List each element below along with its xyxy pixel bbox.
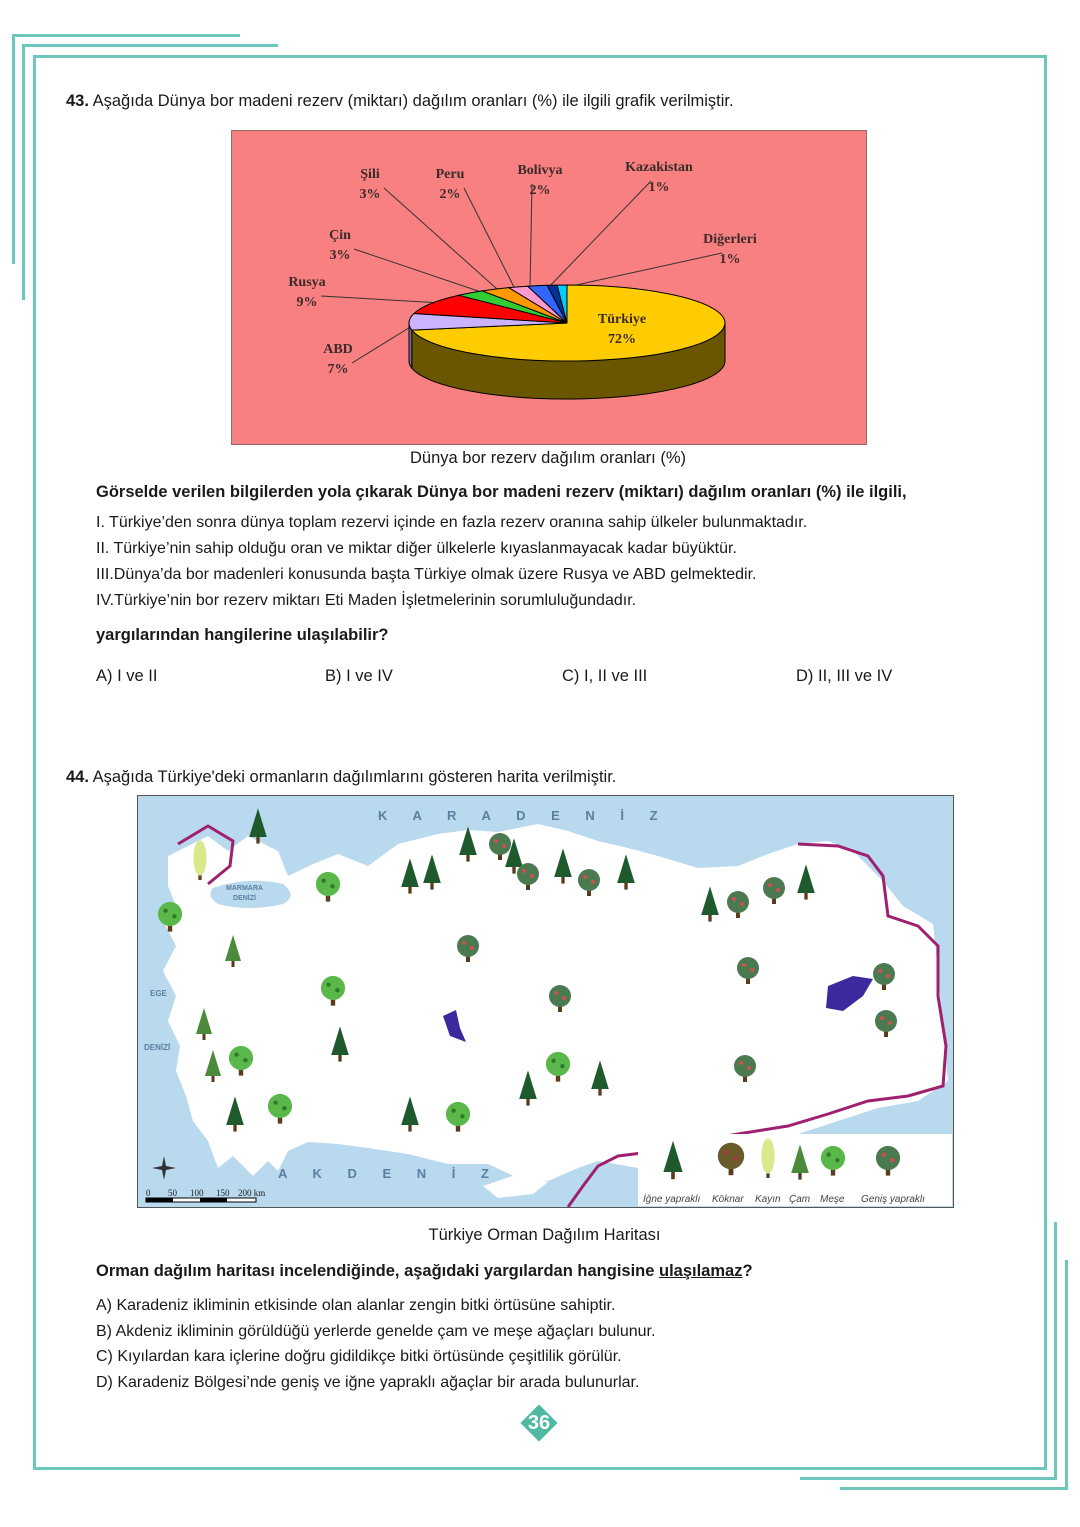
q44-stem-before: Orman dağılım haritası incelendiğinde, aşağıdaki yargılardan hangisine bbox=[96, 1262, 659, 1280]
frame-right-line-3 bbox=[1065, 1260, 1068, 1490]
sea-label-south: A K D E N İ Z bbox=[278, 1166, 500, 1181]
scale-0: 0 bbox=[146, 1188, 151, 1198]
frame-bottom-line-3 bbox=[840, 1487, 1068, 1490]
pie-label-bolivya: Bolivya bbox=[517, 163, 563, 178]
frame-top-line-3 bbox=[33, 55, 1047, 58]
turkey-forest-map bbox=[137, 795, 954, 1208]
q43-number: 43. bbox=[66, 92, 89, 110]
boron-pie-chart bbox=[231, 130, 867, 445]
q43-item-2: II. Türkiye’nin sahip olduğu oran ve miktar diğer ülkelerle kıyaslanmayacak kadar büyüktür. bbox=[96, 540, 737, 557]
marmara-label-1: MARMARA bbox=[226, 885, 263, 892]
pie-leader-abd bbox=[352, 326, 412, 363]
frame-right-line-1 bbox=[1044, 55, 1047, 1470]
pie-leader-diğerleri bbox=[558, 253, 722, 289]
pie-leader-bolivya bbox=[530, 184, 532, 289]
pie-leader-rusya bbox=[321, 296, 442, 303]
pie-value-şili: 3% bbox=[359, 187, 381, 202]
q43-question: yargılarından hangilerine ulaşılabilir? bbox=[96, 626, 389, 644]
legend-igne: İğne yapraklı bbox=[643, 1194, 701, 1205]
pie-value-kazakistan: 1% bbox=[648, 180, 670, 195]
pie-chart-svg bbox=[232, 131, 866, 444]
legend-kayin: Kayın bbox=[755, 1194, 781, 1205]
q44-stem-after: ? bbox=[742, 1262, 753, 1280]
pie-value-diğerleri: 1% bbox=[719, 252, 741, 267]
pie-label-peru: Peru bbox=[435, 167, 465, 182]
scale-200: 200 km bbox=[238, 1188, 266, 1198]
pie-label-abd: ABD bbox=[323, 342, 353, 357]
q44-caption: Türkiye Orman Dağılım Haritası bbox=[428, 1226, 661, 1244]
page-number-badge bbox=[518, 1402, 560, 1444]
q43-caption: Dünya bor rezerv dağılım oranları (%) bbox=[409, 449, 687, 467]
q44-stem-underlined: ulaşılamaz bbox=[659, 1262, 743, 1280]
frame-left-line-3 bbox=[33, 55, 36, 1470]
scale-bar bbox=[146, 1188, 265, 1202]
q43-item-1: I. Türkiye’den sonra dünya toplam rezervi içinde en fazla rezerv oranına sahip ülkeler bulunmaktadır. bbox=[96, 514, 808, 531]
frame-left-line-1 bbox=[12, 34, 15, 264]
q43-choice-a[interactable]: A) I ve II bbox=[96, 667, 158, 685]
q44-number: 44. bbox=[66, 768, 89, 786]
q43-choice-b[interactable]: B) I ve IV bbox=[325, 667, 393, 685]
pie-value-bolivya: 2% bbox=[529, 183, 551, 198]
scale-50: 50 bbox=[168, 1188, 177, 1198]
q43-choice-d[interactable]: D) II, III ve IV bbox=[796, 667, 893, 685]
q43-item-3: III.Dünya’da bor madenleri konusunda başta Türkiye olmak üzere Rusya ve ABD gelmektedir. bbox=[96, 566, 757, 583]
frame-top-line-1 bbox=[12, 34, 240, 37]
page-number: 36 bbox=[527, 1412, 551, 1434]
pie-label-kazakistan: Kazakistan bbox=[625, 160, 693, 175]
pie-value-çin: 3% bbox=[329, 248, 351, 263]
q43-intro-text: Aşağıda Dünya bor madeni rezerv (miktarı) dağılım oranları (%) ile ilgili grafik verilmiştir. bbox=[92, 92, 734, 110]
pie-leader-çin bbox=[354, 249, 487, 294]
frame-left-line-2 bbox=[22, 44, 25, 300]
aegean-label-1: EGE bbox=[150, 989, 167, 998]
pie-value-rusya: 9% bbox=[296, 295, 318, 310]
pie-value-abd: 7% bbox=[327, 362, 349, 377]
frame-bottom-line-2 bbox=[800, 1477, 1057, 1480]
pie-label-türkiye: Türkiye bbox=[597, 312, 647, 327]
frame-bottom-line-1 bbox=[33, 1467, 1047, 1470]
aegean-label-2: DENİZİ bbox=[144, 1043, 171, 1052]
pie-leader-peru bbox=[464, 188, 515, 289]
sea-label-north: K A R A D E N İ Z bbox=[378, 808, 669, 823]
legend-genis: Geniş yapraklı bbox=[861, 1194, 925, 1205]
pie-label-çin: Çin bbox=[329, 228, 351, 243]
q44-intro-text: Aşağıda Türkiye'deki ormanların dağılımlarını gösteren harita verilmiştir. bbox=[92, 768, 617, 786]
q44-choice-b[interactable]: B) Akdeniz ikliminin görüldüğü yerlerde genelde çam ve meşe ağaçları bulunur. bbox=[96, 1323, 656, 1340]
pie-label-rusya: Rusya bbox=[288, 275, 326, 290]
q43-choice-c[interactable]: C) I, II ve III bbox=[562, 667, 648, 685]
scale-150: 150 bbox=[216, 1188, 230, 1198]
q44-choice-a[interactable]: A) Karadeniz ikliminin etkisinde olan alanlar zengin bitki örtüsüne sahiptir. bbox=[96, 1297, 616, 1314]
compass-icon bbox=[152, 1156, 176, 1180]
pie-value-peru: 2% bbox=[439, 187, 461, 202]
frame-top-line-2 bbox=[22, 44, 278, 47]
marmara-label-2: DENİZİ bbox=[233, 895, 256, 902]
pie-label-şili: Şili bbox=[360, 167, 380, 182]
q44-intro bbox=[66, 768, 616, 787]
pie-leader-şili bbox=[384, 188, 497, 289]
q43-stem: Görselde verilen bilgilerden yola çıkarak Dünya bor madeni rezerv (miktarı) dağılım oranları (%) ile ilgili, bbox=[96, 483, 907, 501]
legend-koknar: Köknar bbox=[712, 1194, 744, 1205]
scale-100: 100 bbox=[190, 1188, 204, 1198]
legend-cam: Çam bbox=[789, 1194, 811, 1205]
legend-mese: Meşe bbox=[820, 1194, 845, 1205]
q43-intro bbox=[66, 92, 734, 111]
q44-stem bbox=[96, 1262, 753, 1281]
q44-choice-d[interactable]: D) Karadeniz Bölgesi’nde geniş ve iğne yapraklı ağaçlar bir arada bulunurlar. bbox=[96, 1374, 640, 1391]
q43-item-4: IV.Türkiye’nin bor rezerv miktarı Eti Maden İşletmelerinin sorumluluğundadır. bbox=[96, 592, 637, 609]
frame-right-line-2 bbox=[1054, 1222, 1057, 1480]
pie-leader-kazakistan bbox=[547, 181, 651, 289]
pie-label-diğerleri: Diğerleri bbox=[703, 232, 757, 247]
q44-choice-c[interactable]: C) Kıyılardan kara içlerine doğru gidildikçe bitki örtüsünde çeşitlilik görülür. bbox=[96, 1348, 622, 1365]
forest-map-svg bbox=[138, 796, 953, 1207]
pie-value-türkiye: 72% bbox=[608, 332, 636, 347]
